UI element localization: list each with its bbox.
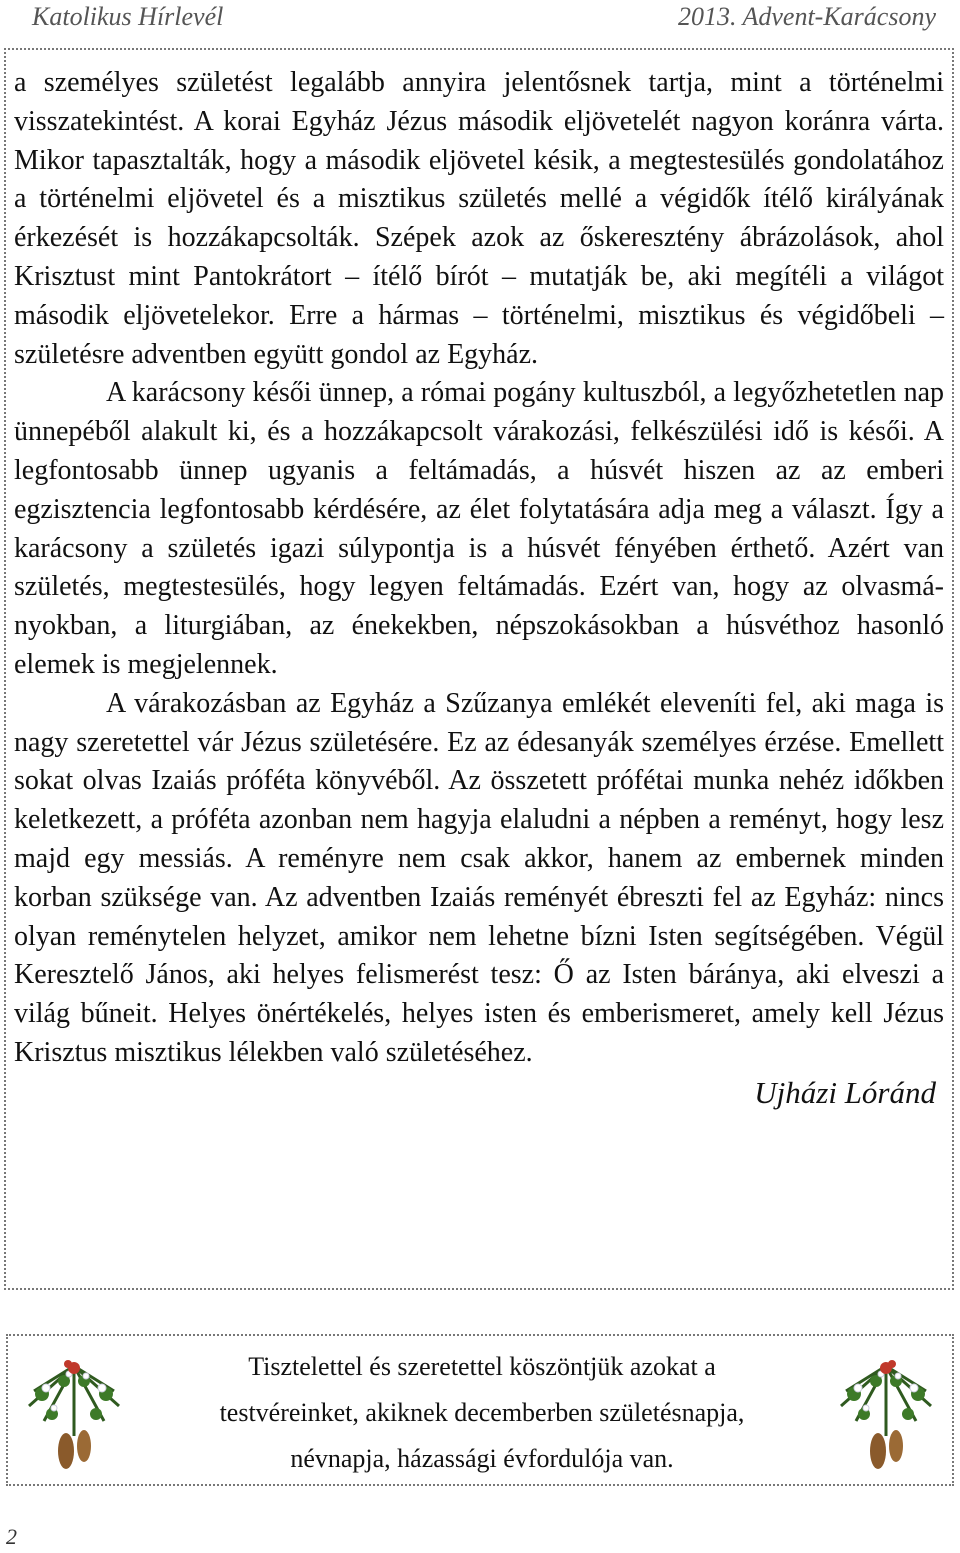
- author-signature: Ujházi Lóránd: [754, 1074, 936, 1110]
- greeting-line-2: testvéreinket, akiknek decemberben születésnapja,: [219, 1398, 745, 1427]
- greeting-line-3: névnapja, házassági évfordulója van.: [290, 1444, 674, 1473]
- publication-title: Katolikus Hírlevél: [32, 2, 224, 31]
- greeting-line-1: Tisztelettel és szeretettel köszöntjük azokat a: [248, 1352, 716, 1381]
- article-box: [4, 48, 954, 1290]
- article-paragraph-2: A karácsony késői ünnep, a római pogány kultuszból, a legyőzhetetlen nap ünnepéből alakult ki, és a hozzákapcsolt várakozási, felkészülési idő is késői. A legfontosabb ünnep ugyanis a feltámadás, a húsvét hiszen az az emberi egzisztencia legfontosabb kérdésére, az élet folytatására adja meg a választ. Így a karácsony a születés igazi súlypontja is a húsvét fényében érthető. Azért van születés, megtestesülés, hogy legyen feltámadás. Ezért van, hogy az olvasmányokban, a liturgiában, az énekekben, népszokásokban a húsvéthoz hasonló elemek is megjelennek.: [14, 377, 944, 680]
- article-paragraph-3: A várakozásban az Egyház a Szűzanya emlékét eleveníti fel, aki maga is nagy szeretettel vár Jézus születésére. Ez az édesanyák személyes érzése. Emellett sokat olvas Izaiás próféta könyvéből. Az összetett prófétai munka nehéz időkben keletkezett, a próféta azonban nem hagyja elaludni a népben a reményt, hogy lesz majd egy messiás. A reményre nem csak akkor, hanem az embernek minden korban szüksége van. Az adventben Izaiás reményét ébreszti fel az Egyház: nincs olyan reménytelen helyzet, amikor nem lehetne bízni Isten segítségében. Végül Keresztelő János, aki helyes felismerést tesz: Ő az Isten báránya, aki elveszi a világ bűneit. Helyes önértékelés, helyes isten és emberismeret, amely kell Jézus Krisztus misztikus lélekben való születéséhez.: [14, 687, 944, 1068]
- article-paragraph-1: a személyes születést legalább annyira jelentősnek tartja, mint a történelmi visszatekintést. A korai Egyház Jézus második eljövetelét nagyon koránra várta. Mikor tapasztalták, hogy a második eljövetel késik, a megtestesülés gondolatához a történelmi eljövetel és a misztikus születés mellé a végidők ítélő királyának érkezését is hozzákapcsolták. Szépek azok az őskeresztény ábrázolások, ahol Krisztust mint Pantokrátort – ítélő bírót – mutatják be, aki megítéli a világot második eljövetelekor. Erre a hármas – történelmi, misztikus és végidőbeli – születésre adventben együtt gondol az Egyház.: [14, 67, 944, 370]
- pine-branch-icon: [836, 1346, 936, 1476]
- birthday-greeting-box: [6, 1334, 954, 1486]
- issue-label: 2013. Advent-Karácsony: [677, 2, 936, 31]
- page-number: 2: [6, 1524, 17, 1549]
- page-header: [0, 0, 960, 40]
- pine-branch-icon: [24, 1346, 124, 1476]
- greeting-text: [148, 1344, 816, 1482]
